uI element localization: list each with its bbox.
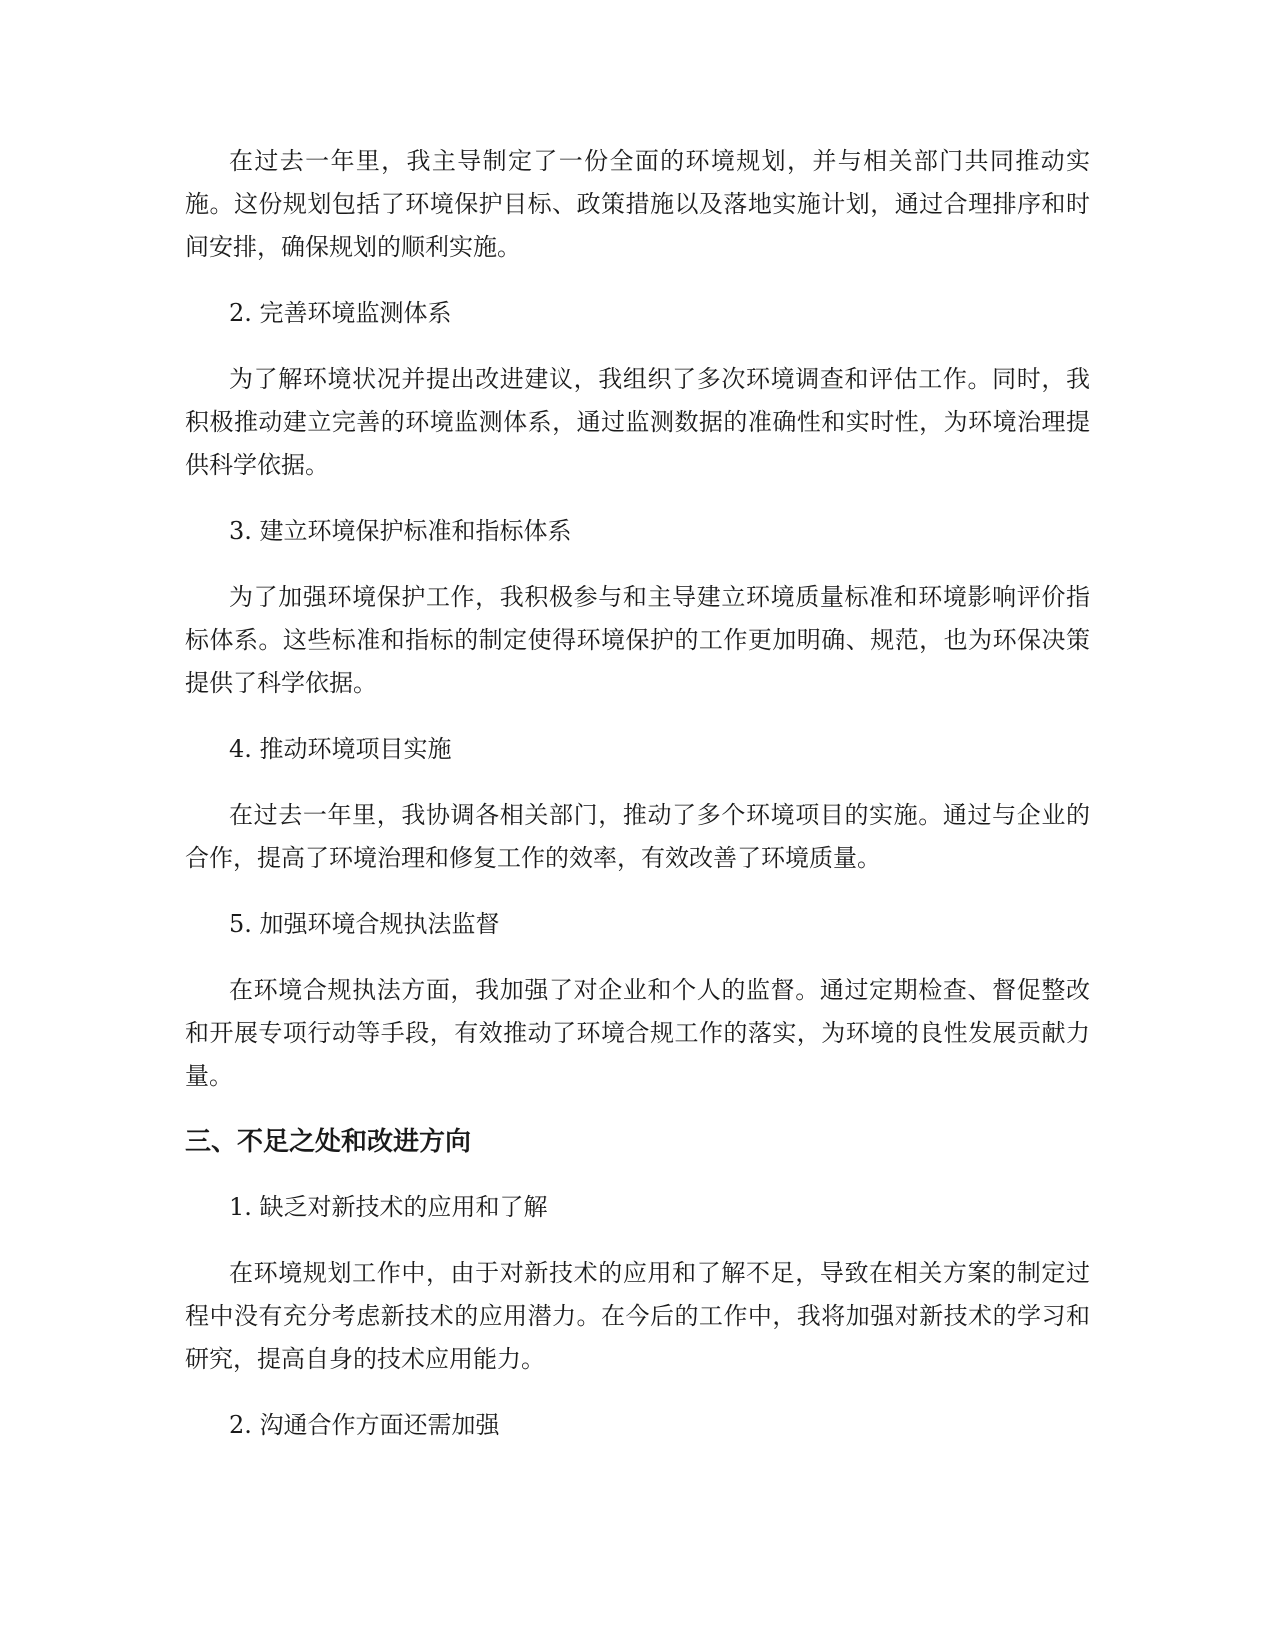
document-page — [185, 140, 1090, 1470]
list-item-enforcement: 5. 加强环境合规执法监督 — [229, 910, 500, 938]
list-item-standards: 3. 建立环境保护标准和指标体系 — [229, 517, 572, 545]
paragraph-projects: 在过去一年里，我协调各相关部门，推动了多个环境项目的实施。通过与企业的合作，提高了环境治理和修复工作的效率，有效改善了环境质量。 — [185, 801, 1090, 872]
section-heading-shortcomings: 三、不足之处和改进方向 — [185, 1127, 472, 1157]
list-item-monitoring: 2. 完善环境监测体系 — [229, 299, 452, 327]
paragraph-enforcement: 在环境合规执法方面，我加强了对企业和个人的监督。通过定期检查、督促整改和开展专项行动等手段，有效推动了环境合规工作的落实，为环境的良性发展贡献力量。 — [185, 976, 1090, 1090]
list-item-projects: 4. 推动环境项目实施 — [229, 735, 452, 763]
list-item-communication: 2. 沟通合作方面还需加强 — [229, 1411, 500, 1439]
paragraph-planning: 在过去一年里，我主导制定了一份全面的环境规划，并与相关部门共同推动实施。这份规划包括了环境保护目标、政策措施以及落地实施计划，通过合理排序和时间安排，确保规划的顺利实施。 — [185, 147, 1090, 261]
list-item-new-tech: 1. 缺乏对新技术的应用和了解 — [229, 1193, 548, 1221]
paragraph-monitoring: 为了解环境状况并提出改进建议，我组织了多次环境调查和评估工作。同时，我积极推动建立完善的环境监测体系，通过监测数据的准确性和实时性，为环境治理提供科学依据。 — [185, 365, 1090, 479]
paragraph-standards: 为了加强环境保护工作，我积极参与和主导建立环境质量标准和环境影响评价指标体系。这些标准和指标的制定使得环境保护的工作更加明确、规范，也为环保决策提供了科学依据。 — [185, 583, 1090, 697]
paragraph-new-tech: 在环境规划工作中，由于对新技术的应用和了解不足，导致在相关方案的制定过程中没有充分考虑新技术的应用潜力。在今后的工作中，我将加强对新技术的学习和研究，提高自身的技术应用能力。 — [185, 1259, 1090, 1373]
